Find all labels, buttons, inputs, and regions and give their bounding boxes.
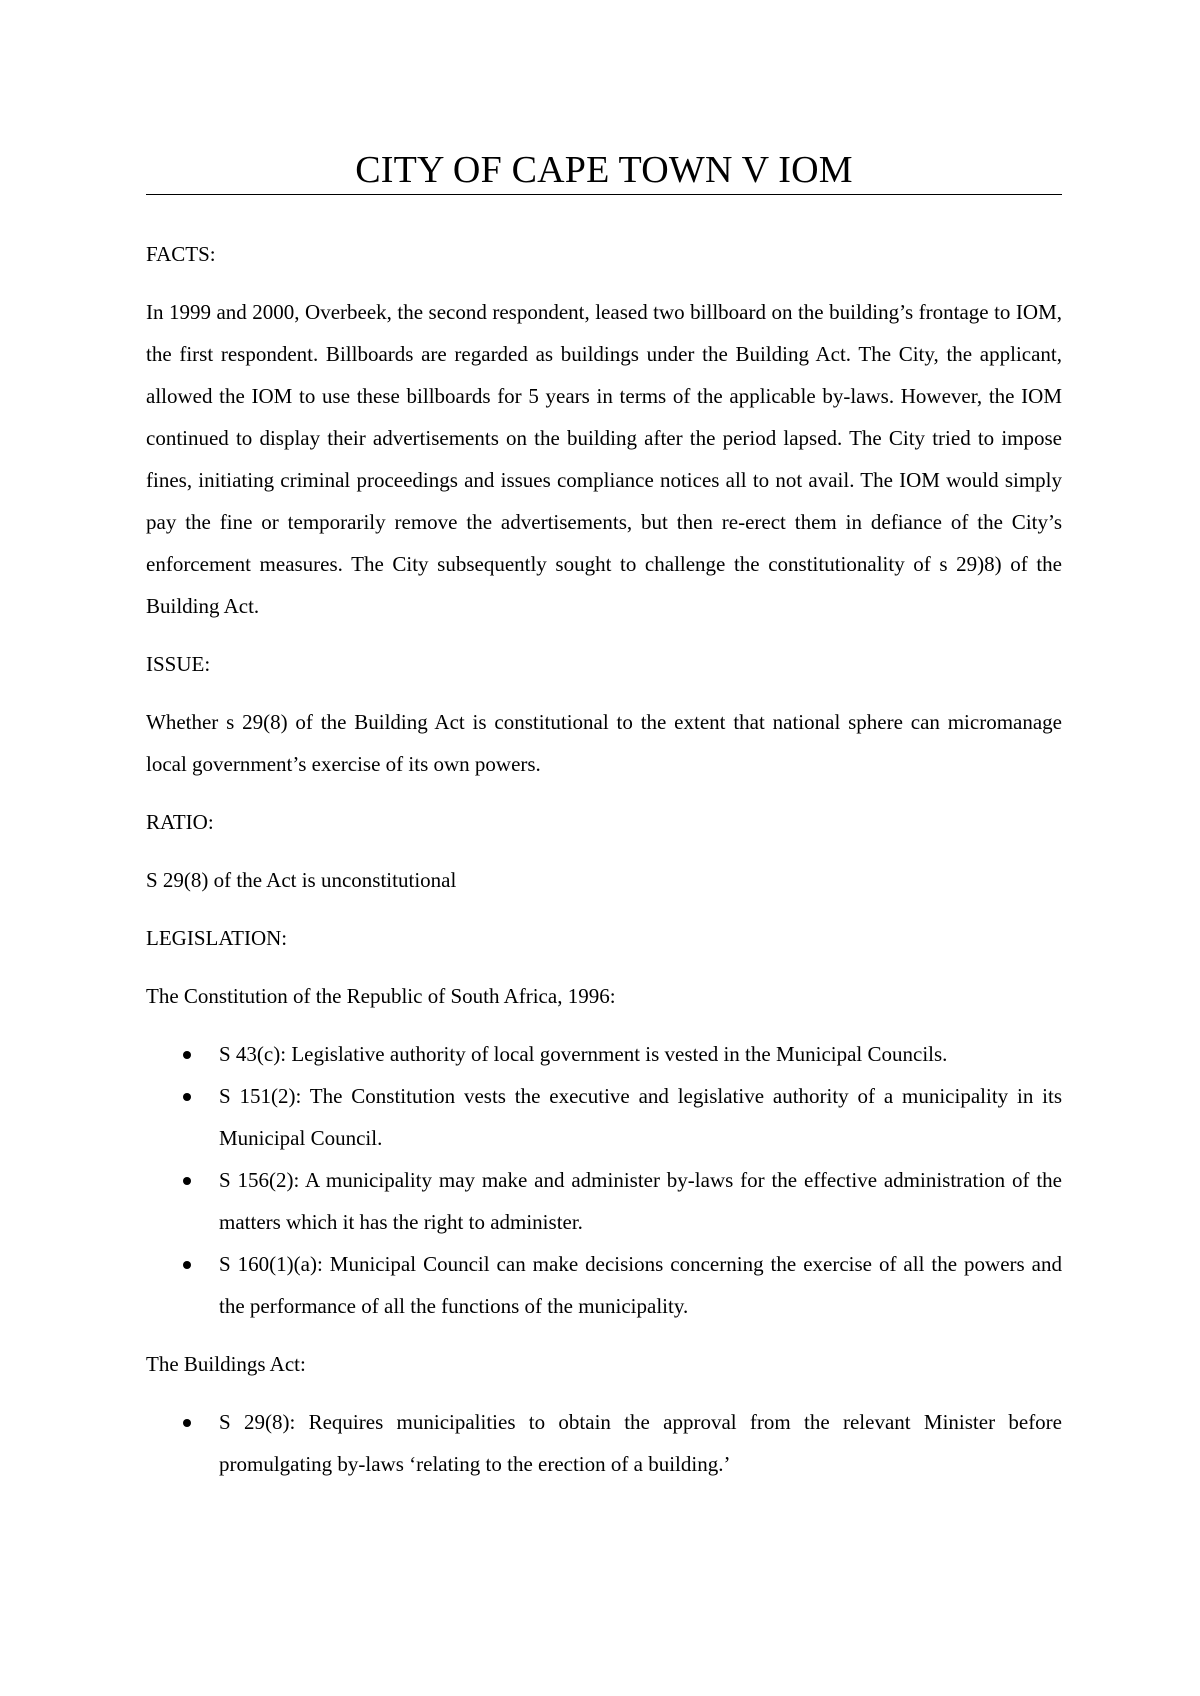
- buildings-act-list: [146, 1401, 1062, 1485]
- issue-paragraph: Whether s 29(8) of the Building Act is constitutional to the extent that national sphere can micromanage local government’s exercise of its own powers.: [146, 710, 1062, 776]
- list-item-text: S 43(c): Legislative authority of local government is vested in the Municipal Councils.: [219, 1042, 948, 1066]
- ratio-paragraph: S 29(8) of the Act is unconstitutional: [146, 868, 457, 892]
- list-item-text: S 29(8): Requires municipalities to obtain the approval from the relevant Minister before promulgating by-laws ‘relating to the erection of a building.’: [219, 1410, 1062, 1476]
- bullet-icon: [183, 1093, 191, 1101]
- list-item: [146, 1401, 1062, 1485]
- list-item: [146, 1075, 1062, 1159]
- facts-heading: FACTS:: [146, 242, 216, 266]
- list-item: [146, 1159, 1062, 1243]
- list-item-text: S 156(2): A municipality may make and administer by-laws for the effective administration of the matters which it has the right to administer.: [219, 1168, 1062, 1234]
- facts-paragraph: In 1999 and 2000, Overbeek, the second respondent, leased two billboard on the building’s frontage to IOM, the first respondent. Billboards are regarded as buildings under the Building Act. The City, the applicant, allowed the IOM to use these billboards for 5 years in terms of the applicable by-laws. However, the IOM continued to display their advertisements on the building after the period lapsed. The City tried to impose fines, initiating criminal proceedings and issues compliance notices all to not avail. The IOM would simply pay the fine or temporarily remove the advertisements, but then re-erect them in defiance of the City’s enforcement measures. The City subsequently sought to challenge the constitutionality of s 29)8) of the Building Act.: [146, 300, 1062, 618]
- ratio-heading: RATIO:: [146, 810, 214, 834]
- constitution-intro: The Constitution of the Republic of South Africa, 1996:: [146, 984, 616, 1008]
- list-item-text: S 160(1)(a): Municipal Council can make decisions concerning the exercise of all the powers and the performance of all the functions of the municipality.: [219, 1252, 1062, 1318]
- issue-heading: ISSUE:: [146, 652, 211, 676]
- constitution-list: [146, 1033, 1062, 1327]
- bullet-icon: [183, 1051, 191, 1059]
- bullet-icon: [183, 1261, 191, 1269]
- list-item-text: S 151(2): The Constitution vests the executive and legislative authority of a municipality in its Municipal Council.: [219, 1084, 1062, 1150]
- bullet-icon: [183, 1419, 191, 1427]
- bullet-icon: [183, 1177, 191, 1185]
- buildings-act-intro: The Buildings Act:: [146, 1352, 306, 1376]
- document-title: CITY OF CAPE TOWN V IOM: [146, 148, 1062, 195]
- list-item: [146, 1243, 1062, 1327]
- document-page: [146, 148, 1062, 1501]
- legislation-heading: LEGISLATION:: [146, 926, 288, 950]
- list-item: [146, 1033, 1062, 1075]
